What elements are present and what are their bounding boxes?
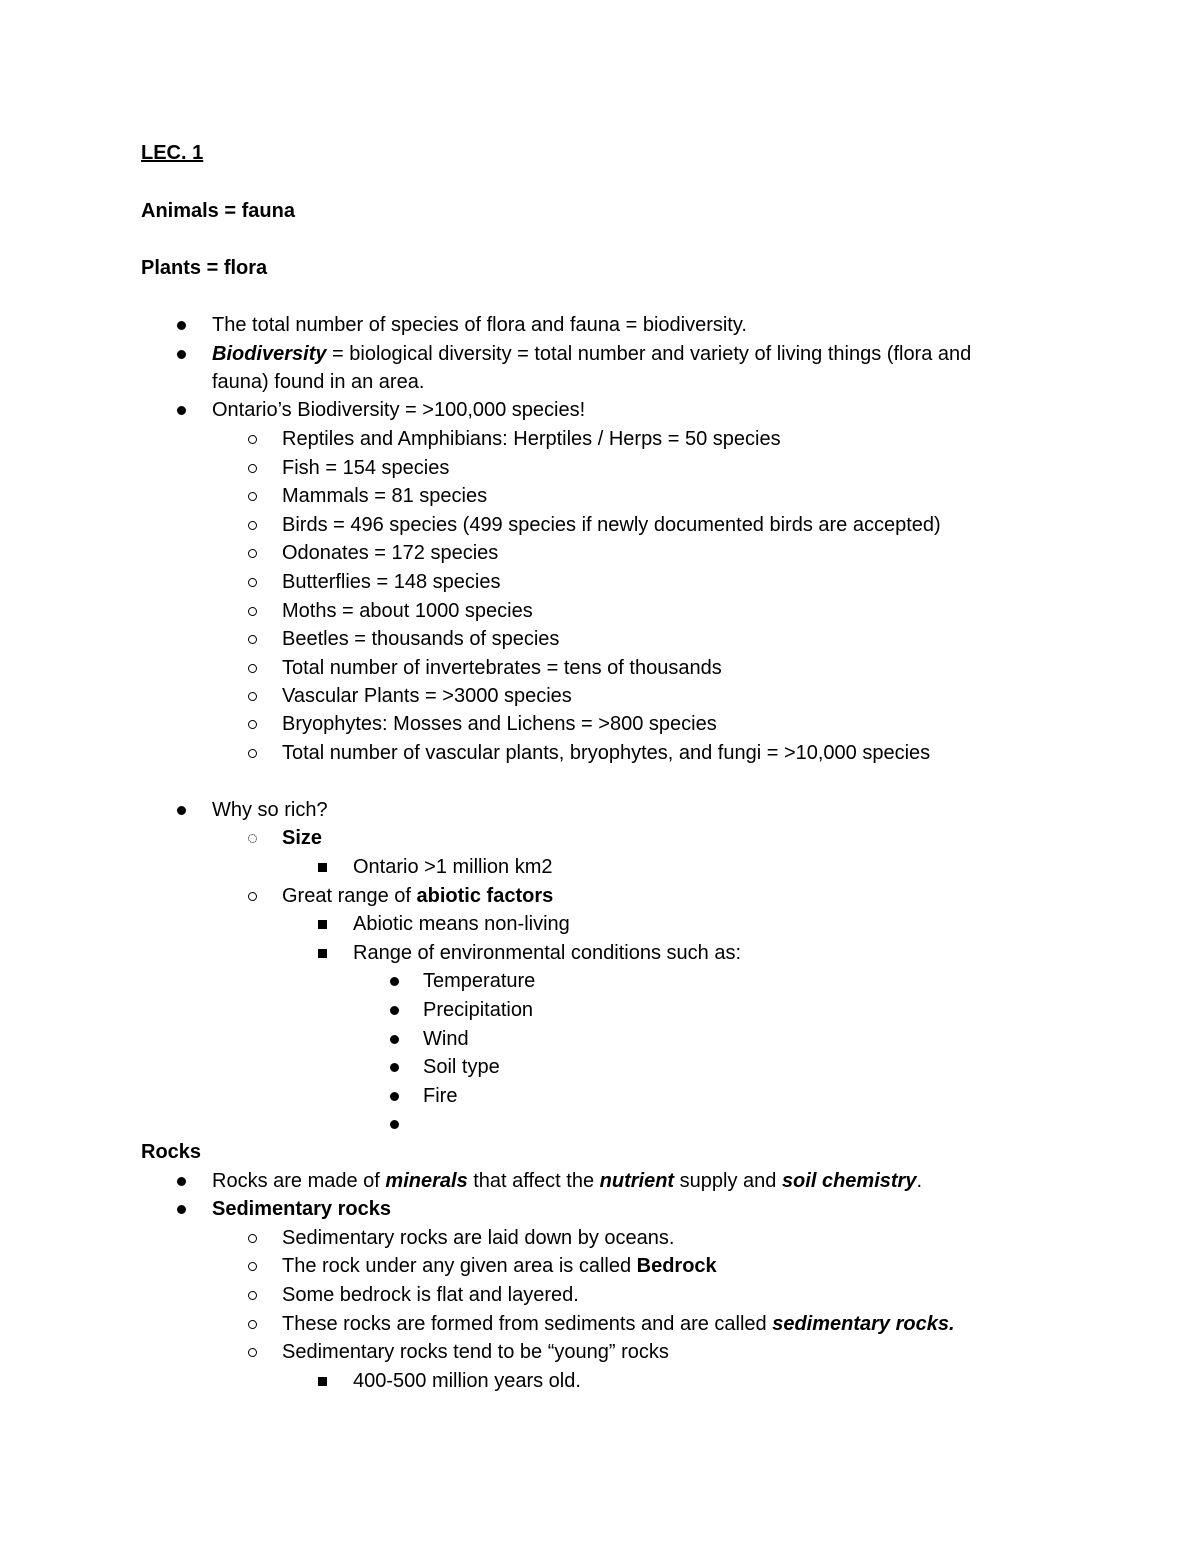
list-item: Vascular Plants = >3000 species: [0, 682, 1140, 711]
list-item: Precipitation: [0, 996, 1140, 1025]
bullet-circle-icon: [248, 1291, 257, 1300]
list-item: Bryophytes: Mosses and Lichens = >800 species: [0, 710, 1140, 739]
bullet-disc-icon: [177, 350, 186, 359]
bullet-circle-icon: [248, 1262, 257, 1271]
bullet-circle-icon: [248, 464, 257, 473]
list-item: Sedimentary rocks tend to be “young” rocks: [0, 1338, 1140, 1367]
bullet-circle-icon: [248, 435, 257, 444]
list-item: Abiotic means non-living: [0, 910, 1140, 939]
bullet-circle-icon: [248, 892, 257, 901]
list-item: Some bedrock is flat and layered.: [0, 1281, 1140, 1310]
list-item: Total number of invertebrates = tens of thousands: [0, 654, 1140, 683]
bullet-circle-icon: [248, 607, 257, 616]
plants-line: [0, 254, 1140, 283]
bullet-disc-icon: [390, 1063, 399, 1072]
bullet-disc-icon: [390, 1120, 399, 1129]
list-item: Reptiles and Amphibians: Herptiles / Herps = 50 species: [0, 425, 1140, 454]
biodiversity-term: Biodiversity: [212, 343, 327, 365]
bullet-circle-icon: [248, 492, 257, 501]
bullet-circle-icon: [248, 1320, 257, 1329]
bullet-disc-icon: [177, 321, 186, 330]
bullet-circle-icon: [248, 1348, 257, 1357]
animals-line: [0, 197, 1140, 226]
list-item: Size: [0, 824, 1140, 853]
list-item: Birds = 496 species (499 species if newly documented birds are accepted): [0, 511, 1140, 540]
list-item: Sedimentary rocks are laid down by oceans.: [0, 1224, 1140, 1253]
list-item: Soil type: [0, 1053, 1140, 1082]
list-item: Sedimentary rocks: [0, 1195, 1140, 1224]
bullet-circle-icon: [248, 549, 257, 558]
bullet-disc-icon: [390, 977, 399, 986]
bullet-square-icon: [318, 863, 327, 872]
rocks-line: [0, 1138, 1140, 1167]
list-item: Mammals = 81 species: [0, 482, 1140, 511]
list-item: These rocks are formed from sediments and are called sedimentary rocks.: [0, 1310, 1140, 1339]
bullet-disc-icon: [390, 1035, 399, 1044]
bullet-disc-icon: [390, 1092, 399, 1101]
rocks-heading: Rocks: [141, 1141, 202, 1163]
list-item-empty: [0, 1110, 1140, 1139]
list-item: The rock under any given area is called Bedrock: [0, 1252, 1140, 1281]
list-item: 400-500 million years old.: [0, 1367, 1140, 1396]
bullet-disc-icon: [177, 1177, 186, 1186]
bullet-square-icon: [318, 949, 327, 958]
bullet-disc-icon: [177, 406, 186, 415]
lecture-title: LEC. 1: [141, 142, 204, 164]
list-item: Butterflies = 148 species: [0, 568, 1140, 597]
bullet-circle-icon: [248, 692, 257, 701]
bullet-disc-icon: [177, 1205, 186, 1214]
list-item: The total number of species of flora and fauna = biodiversity.: [0, 311, 1140, 340]
list-item: Wind: [0, 1025, 1140, 1054]
bullet-circle-icon: [248, 635, 257, 644]
bullet-circle-icon: [248, 578, 257, 587]
list-item: Rocks are made of minerals that affect the nutrient supply and soil chemistry.: [0, 1167, 1140, 1196]
list-item: Ontario’s Biodiversity = >100,000 species!: [0, 396, 1140, 425]
list-item: Great range of abiotic factors: [0, 882, 1140, 911]
list-item: Temperature: [0, 967, 1140, 996]
list-item: Fire: [0, 1082, 1140, 1111]
animals-heading: Animals = fauna: [141, 200, 295, 222]
list-item: Moths = about 1000 species: [0, 597, 1140, 626]
bullet-circle-icon: [248, 664, 257, 673]
list-item: Biodiversity = biological diversity = total number and variety of living things (flora and: [0, 340, 1140, 369]
bullet-circle-icon: [248, 834, 257, 843]
bullet-disc-icon: [177, 806, 186, 815]
bullet-disc-icon: [390, 1006, 399, 1015]
list-item: Ontario >1 million km2: [0, 853, 1140, 882]
bullet-square-icon: [318, 920, 327, 929]
list-item: Odonates = 172 species: [0, 539, 1140, 568]
bullet-square-icon: [318, 1377, 327, 1386]
bullet-circle-icon: [248, 749, 257, 758]
list-item: Fish = 154 species: [0, 454, 1140, 483]
list-item: Why so rich?: [0, 796, 1140, 825]
lecture-title-line: [0, 139, 1140, 168]
plants-heading: Plants = flora: [141, 257, 268, 279]
bullet-circle-icon: [248, 521, 257, 530]
list-item: Beetles = thousands of species: [0, 625, 1140, 654]
bullet-circle-icon: [248, 720, 257, 729]
list-item-continuation: fauna) found in an area.: [212, 371, 425, 393]
list-item: Range of environmental conditions such as:: [0, 939, 1140, 968]
list-item: Total number of vascular plants, bryophytes, and fungi = >10,000 species: [0, 739, 1140, 768]
bullet-circle-icon: [248, 1234, 257, 1243]
